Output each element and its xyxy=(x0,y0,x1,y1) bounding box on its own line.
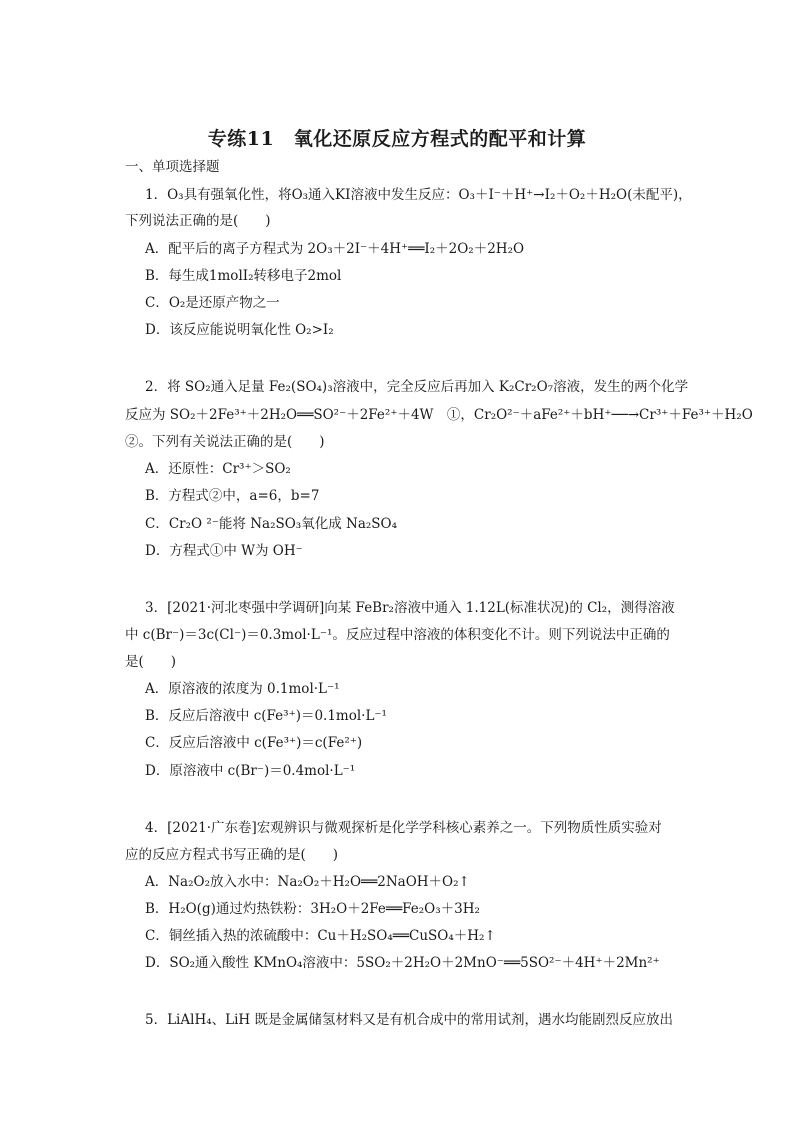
option-c: C．铜丝插入热的浓硫酸中：Cu＋H₂SO₄══CuSO₄＋H₂↑ xyxy=(145,928,496,944)
option-a: A．原溶液的浓度为 0.1mol·L⁻¹ xyxy=(145,681,340,697)
question-text: 是( ) xyxy=(125,654,177,670)
option-c: C．Cr₂O ²⁻能将 Na₂SO₃氧化成 Na₂SO₄ xyxy=(145,516,398,532)
question-text: 1．O₃具有强氧化性，将O₃通入KI溶液中发生反应：O₃＋I⁻＋H⁺→I₂＋O₂＋H₂O(未配平)， xyxy=(145,187,692,203)
option-d: D．该反应能说明氧化性 O₂>I₂ xyxy=(145,322,334,338)
question-text: 4．[2021·广东卷]宏观辨识与微观探析是化学学科核心素养之一。下列物质性质实验对 xyxy=(145,820,662,836)
option-d: D．方程式①中 W为 OH⁻ xyxy=(145,543,303,559)
option-b: B．每生成1molI₂转移电子2mol xyxy=(145,268,342,284)
option-b: B．H₂O(g)通过灼热铁粉：3H₂O＋2Fe══Fe₂O₃＋3H₂ xyxy=(145,901,480,917)
option-d: D．原溶液中 c(Br⁻)＝0.4mol·L⁻¹ xyxy=(145,763,356,779)
section-heading: 一、单项选择题 xyxy=(125,159,220,175)
option-a: A．还原性：Cr³⁺＞SO₂ xyxy=(145,461,291,477)
question-text: 反应为 SO₂＋2Fe³⁺＋2H₂O══SO²⁻＋2Fe²⁺＋4W ①，Cr₂O²⁻＋aFe²⁺＋bH⁺──→Cr³⁺＋Fe³⁺＋H₂O xyxy=(125,407,753,423)
option-a: A．配平后的离子方程式为 2O₃＋2I⁻＋4H⁺══I₂＋2O₂＋2H₂O xyxy=(145,241,525,257)
question-text: 5．LiAlH₄、LiH 既是金属储氢材料又是有机合成中的常用试剂，遇水均能剧烈反应放出 xyxy=(145,1012,673,1028)
option-c: C．O₂是还原产物之一 xyxy=(145,295,280,311)
question-text: 应的反应方程式书写正确的是( ) xyxy=(125,847,339,863)
option-d: D．SO₂通入酸性 KMnO₄溶液中：5SO₂＋2H₂O＋2MnO⁻══5SO²⁻＋4H⁺＋2Mn²⁺ xyxy=(145,955,660,971)
question-text: 下列说法正确的是( ) xyxy=(125,213,271,229)
question-text: 2．将 SO₂通入足量 Fe₂(SO₄)₃溶液中，完全反应后再加入 K₂Cr₂O₇溶液，发生的两个化学 xyxy=(145,379,689,395)
option-c: C．反应后溶液中 c(Fe³⁺)＝c(Fe²⁺) xyxy=(145,735,363,751)
question-text: ②。下列有关说法正确的是( ) xyxy=(125,434,325,450)
page-title: 专练11 氧化还原反应方程式的配平和计算 xyxy=(207,128,587,150)
option-a: A．Na₂O₂放入水中：Na₂O₂＋H₂O══2NaOH＋O₂↑ xyxy=(145,874,470,890)
option-b: B．方程式②中，a=6，b=7 xyxy=(145,488,320,504)
option-b: B．反应后溶液中 c(Fe³⁺)＝0.1mol·L⁻¹ xyxy=(145,708,387,724)
question-text: 3．[2021·河北枣强中学调研]向某 FeBr₂溶液中通入 1.12L(标准状况)的 Cl₂，测得溶液 xyxy=(145,600,675,616)
question-text: 中 c(Br⁻)＝3c(Cl⁻)＝0.3mol·L⁻¹。反应过程中溶液的体积变化不计。则下列说法中正确的 xyxy=(125,627,670,643)
